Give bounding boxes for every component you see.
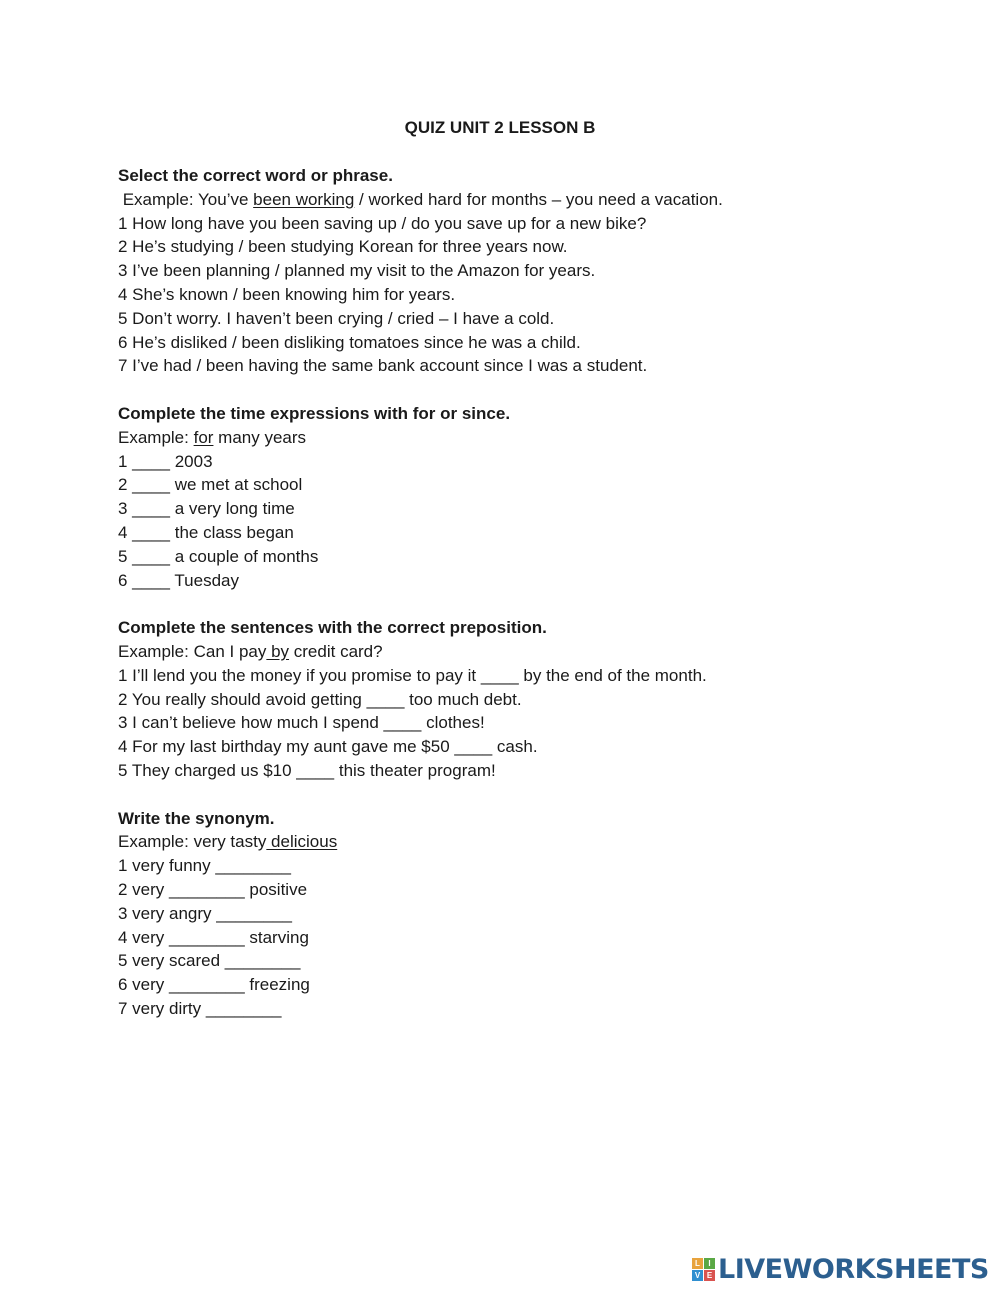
question-item: 7 I’ve had / been having the same bank account since I was a student. xyxy=(118,356,648,376)
question-item: 5 very scared ________ xyxy=(118,951,301,971)
question-item: 4 She’s known / been knowing him for years. xyxy=(118,284,456,304)
question-item: 6 He’s disliked / been disliking tomatoes since he was a child. xyxy=(118,332,581,352)
question-item: 2 He’s studying / been studying Korean for three years now. xyxy=(118,237,568,257)
example-suffix: credit card? xyxy=(289,641,383,661)
question-item: 6 ____ Tuesday xyxy=(118,570,239,590)
liveworksheets-logo[interactable] xyxy=(692,1253,989,1285)
question-item: 4 very ________ starving xyxy=(118,927,309,947)
section-heading: Complete the time expressions with for or since. xyxy=(118,403,511,423)
section-heading: Select the correct word or phrase. xyxy=(118,166,393,185)
question-item: 3 ____ a very long time xyxy=(118,499,295,519)
question-item: 1 I’ll lend you the money if you promise to pay it ____ by the end of the month. xyxy=(118,665,707,685)
example-line xyxy=(118,188,938,212)
logo-mark-letter: L xyxy=(692,1258,703,1269)
example-suffix: / worked hard for months – you need a vacation. xyxy=(354,189,723,209)
example-answer: by xyxy=(266,641,290,661)
worksheet-content xyxy=(118,164,938,1021)
question-item: 5 They charged us $10 ____ this theater program! xyxy=(118,760,496,780)
question-item: 5 ____ a couple of months xyxy=(118,546,319,566)
example-answer: for xyxy=(193,427,214,447)
example-line xyxy=(118,640,938,664)
example-answer: delicious xyxy=(266,832,338,852)
question-item: 7 very dirty ________ xyxy=(118,998,282,1018)
logo-mark-letter: I xyxy=(704,1258,715,1269)
section-spacer xyxy=(118,592,938,616)
logo-mark-icon xyxy=(692,1258,715,1281)
page-title: QUIZ UNIT 2 LESSON B xyxy=(404,118,596,137)
logo-mark-letter: E xyxy=(704,1270,715,1281)
section-preposition xyxy=(118,616,938,783)
question-item: 6 very ________ freezing xyxy=(118,975,310,995)
question-item: 4 ____ the class began xyxy=(118,522,294,542)
question-item: 4 For my last birthday my aunt gave me $50 ____ cash. xyxy=(118,737,538,757)
question-item: 1 ____ 2003 xyxy=(118,451,213,471)
section-synonym xyxy=(118,807,938,1021)
question-item: 1 How long have you been saving up / do you save up for a new bike? xyxy=(118,213,647,233)
question-item: 2 very ________ positive xyxy=(118,879,308,899)
section-select-word xyxy=(118,164,938,378)
section-spacer xyxy=(118,378,938,402)
question-item: 2 You really should avoid getting ____ too much debt. xyxy=(118,689,522,709)
logo-text: LIVEWORKSHEETS xyxy=(718,1253,989,1285)
question-item: 5 Don’t worry. I haven’t been crying / cried – I have a cold. xyxy=(118,308,555,328)
example-prefix: Example: very tasty xyxy=(118,832,267,852)
example-prefix: Example: Can I pay xyxy=(118,641,267,661)
example-prefix: Example: xyxy=(118,427,194,447)
question-item: 2 ____ we met at school xyxy=(118,475,303,495)
section-spacer xyxy=(118,783,938,807)
question-item: 1 very funny ________ xyxy=(118,856,291,876)
example-suffix: many years xyxy=(213,427,307,447)
example-line xyxy=(118,830,938,854)
question-item: 3 I’ve been planning / planned my visit to the Amazon for years. xyxy=(118,261,596,281)
example-prefix: Example: You’ve xyxy=(118,189,254,209)
example-line xyxy=(118,426,938,450)
question-item: 3 very angry ________ xyxy=(118,903,292,923)
section-heading: Write the synonym. xyxy=(118,808,275,828)
section-for-since xyxy=(118,402,938,592)
logo-mark-letter: V xyxy=(692,1270,703,1281)
example-answer: been working xyxy=(253,189,355,209)
question-item: 3 I can’t believe how much I spend ____ clothes! xyxy=(118,713,485,733)
section-heading: Complete the sentences with the correct preposition. xyxy=(118,618,547,638)
